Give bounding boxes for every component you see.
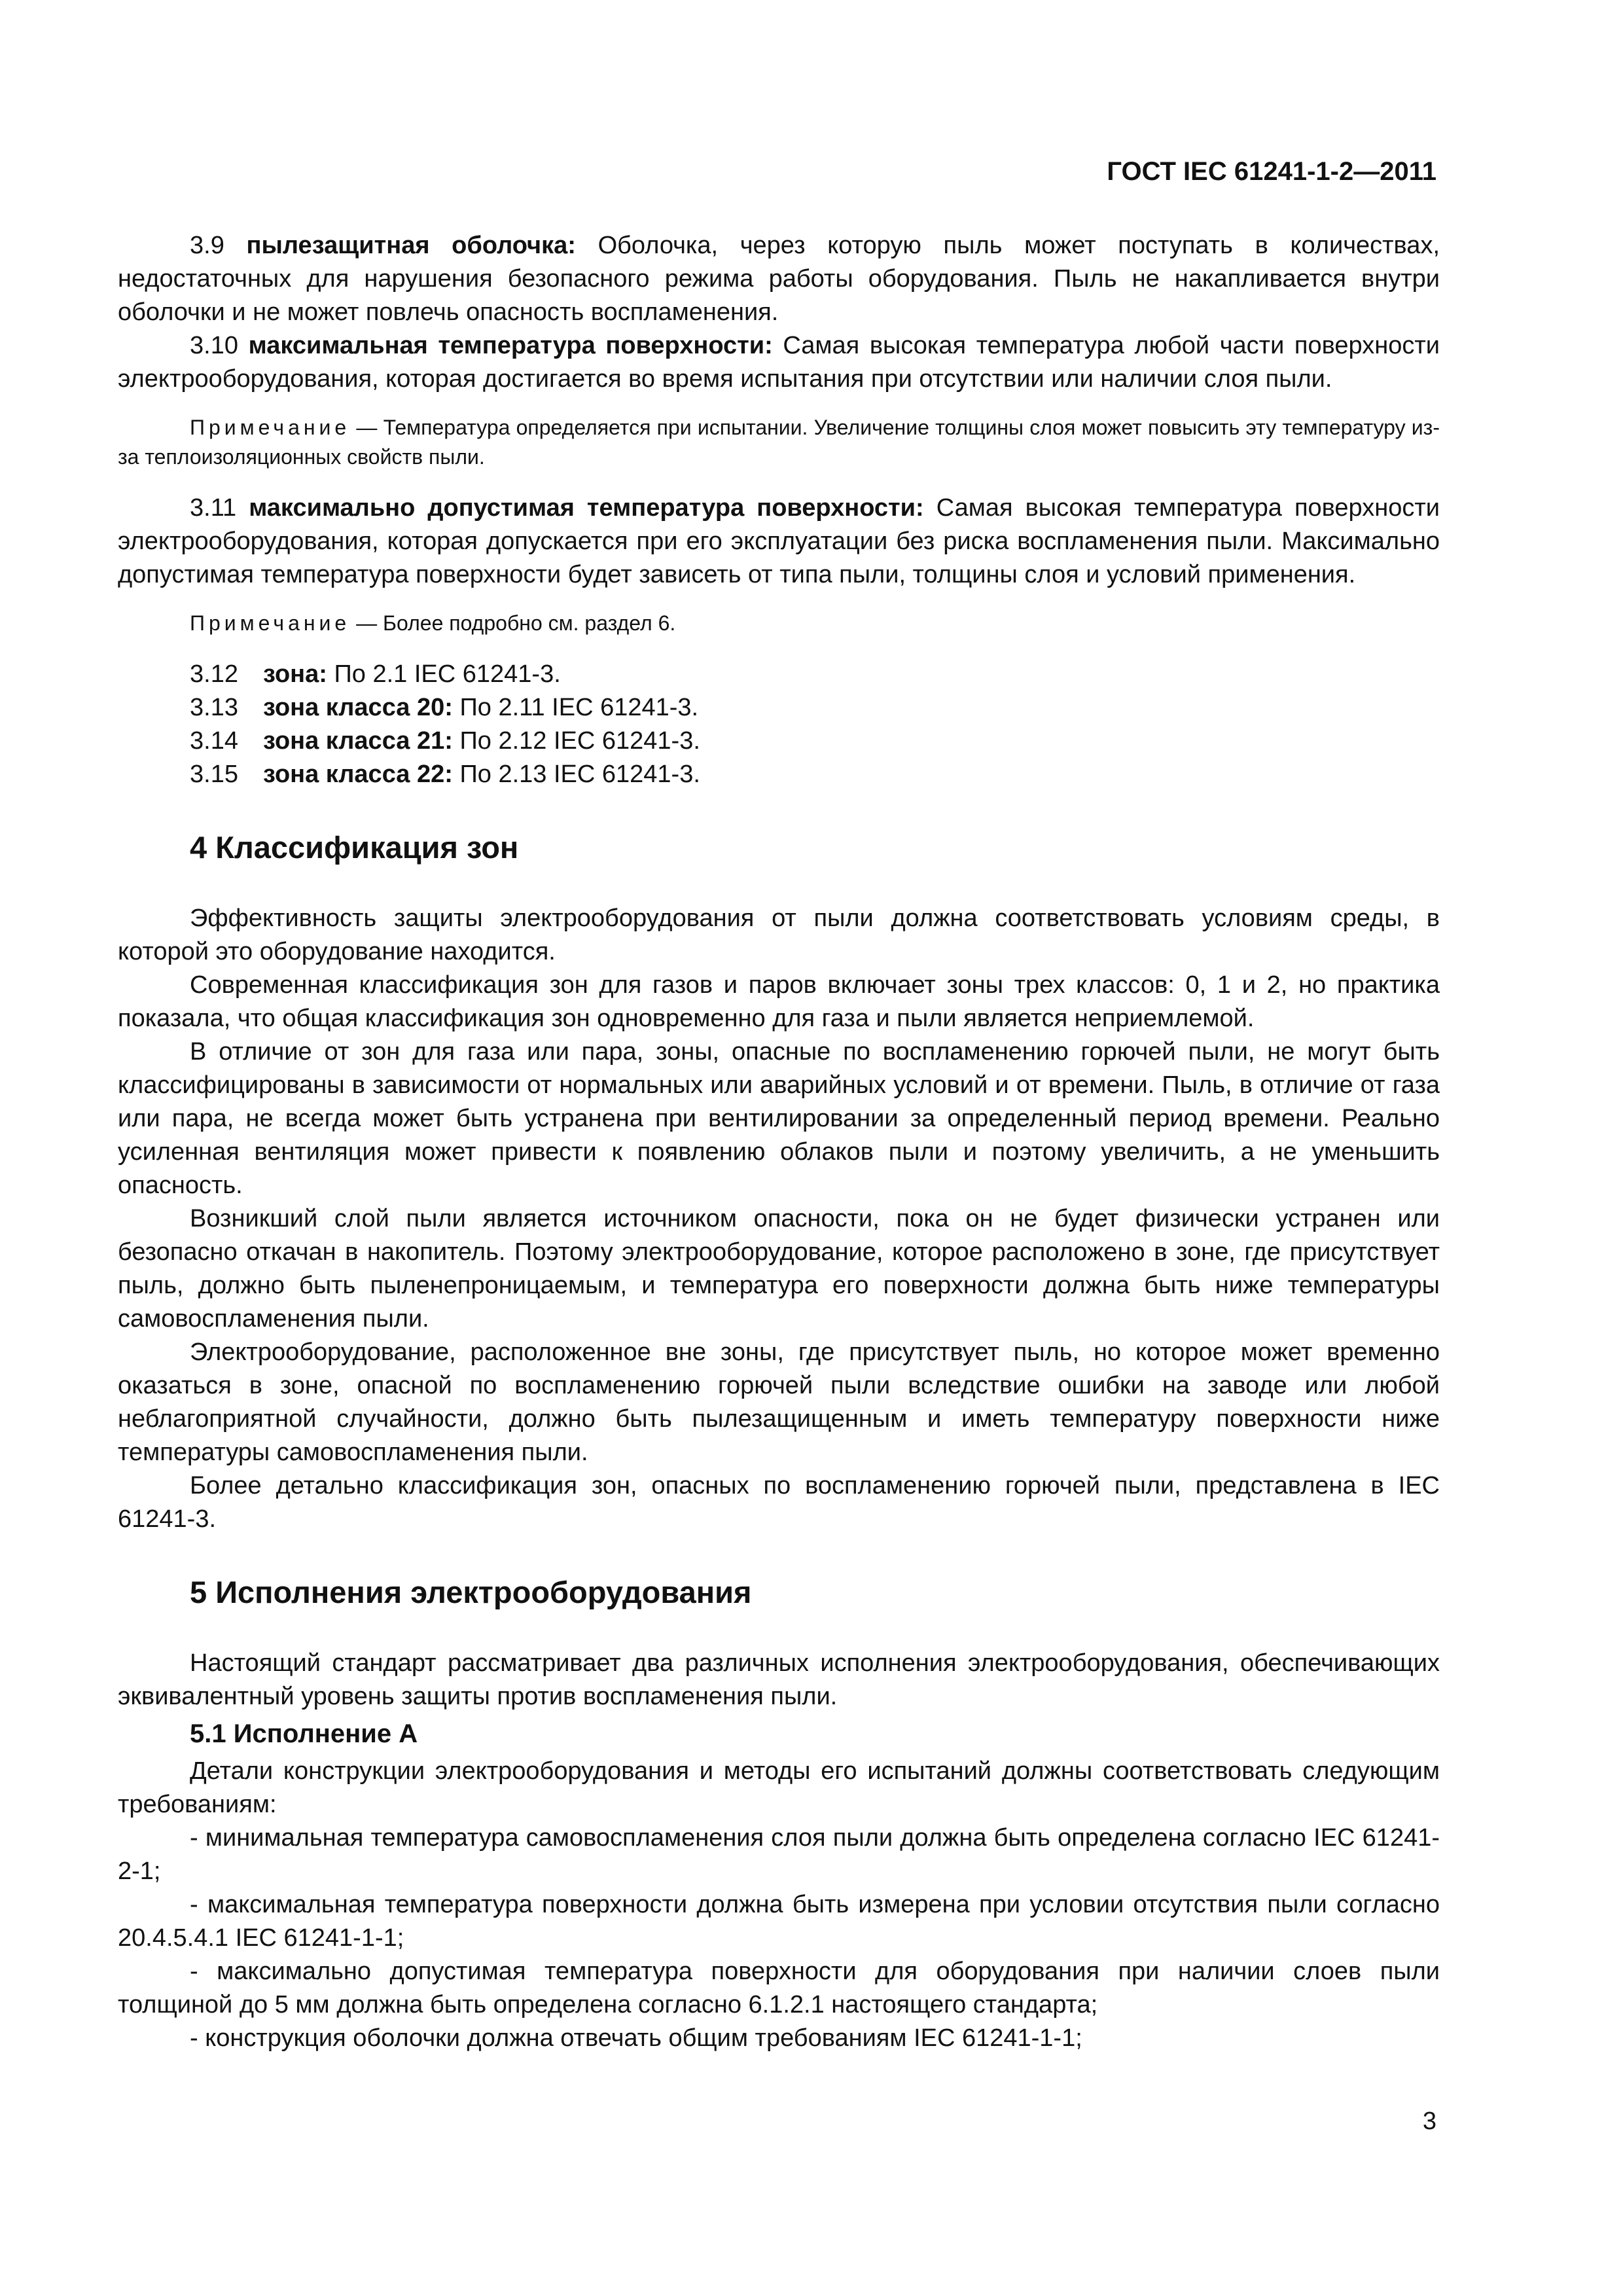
clause-text: По 2.13 IEC 61241-3.: [459, 761, 700, 788]
subsection-5-1-heading: 5.1 Исполнение А: [190, 1719, 418, 1748]
section-4-heading: 4 Классификация зон: [190, 830, 519, 865]
clause-number: 3.14: [190, 727, 238, 755]
clause-term: зона класса 21:: [263, 727, 453, 755]
clause-text: Оболочка, через которую пыль может поступать в количествах, недостаточных для нарушения безопасного режима работы оборудования. Пыль не накапливается внутри оболочки и не может повлечь опасность воспламенения.: [118, 232, 1440, 326]
clause-term: максимально допустимая температура поверхности:: [249, 494, 924, 522]
clause-number: 3.9: [190, 232, 224, 259]
clause-term: пылезащитная оболочка:: [246, 232, 576, 259]
requirement-item: - максимальная температура поверхности должна быть измерена при условии отсутствия пыли согласно 20.4.5.4.1 IEC 61241-1-1;: [118, 1891, 1440, 1952]
page-number: 3: [1422, 2108, 1436, 2135]
section-4-paragraph: Современная классификация зон для газов и паров включает зоны трех классов: 0, 1 и 2, но практика показала, что общая классификация зон одновременно для газа и пыли является неприемлемой.: [118, 971, 1440, 1032]
list-item: [190, 758, 1440, 791]
clause-number: 3.10: [190, 332, 238, 359]
list-item: [190, 658, 1440, 691]
clause-text: По 2.11 IEC 61241-3.: [459, 694, 699, 721]
section-4-paragraph: Возникший слой пыли является источником опасности, пока он не будет физически устранен или безопасно откачан в накопитель. Поэтому электрооборудование, которое расположено в зоне, где присутствует пыль, должно быть пыленепроницаемым, и температура его поверхности должна быть ниже температуры самовоспламенения пыли.: [118, 1205, 1440, 1333]
list-item: [190, 725, 1440, 758]
section-4-paragraph: Более детально классификация зон, опасных по воспламенению горючей пыли, представлена в IEC 61241-3.: [118, 1472, 1440, 1533]
note-text: — Температура определяется при испытании. Увеличение толщины слоя может повысить эту температуру из-за теплоизоляционных свойств пыли.: [118, 416, 1440, 469]
section-5-intro: Настоящий стандарт рассматривает два различных исполнения электрооборудования, обеспечивающих эквивалентный уровень защиты против воспламенения пыли.: [118, 1649, 1440, 1710]
clause-term: зона класса 20:: [263, 694, 453, 721]
note-text: — Более подробно см. раздел 6.: [356, 611, 676, 635]
note-2: [118, 609, 1440, 638]
clause-number: 3.11: [190, 494, 237, 522]
section-4-paragraph: Эффективность защиты электрооборудования от пыли должна соответствовать условиям среды, в которой это оборудование находится.: [118, 905, 1440, 965]
clause-text: Самая высокая температура поверхности электрооборудования, которая допускается при его эксплуатации без риска воспламенения пыли. Максимально допустимая температура поверхности будет зависеть от типа пыли, толщины слоя и условий применения.: [118, 494, 1440, 588]
zone-definitions-list: [118, 658, 1440, 791]
list-item: [190, 691, 1440, 725]
section-4-paragraph: Электрооборудование, расположенное вне зоны, где присутствует пыль, но которое может временно оказаться в зоне, опасной по воспламенению горючей пыли вследствие ошибки на заводе или любой неблагоприятной случайности, должно быть пылезащищенным и иметь температуру поверхности ниже температуры самовоспламенения пыли.: [118, 1338, 1440, 1466]
clause-number: 3.12: [190, 660, 238, 688]
clause-3-9: [118, 229, 1440, 329]
standard-header: ГОСТ IEC 61241-1-2—2011: [1107, 157, 1436, 186]
clause-term: максимальная температура поверхности:: [248, 332, 773, 359]
clause-text: По 2.12 IEC 61241-3.: [459, 727, 700, 755]
requirement-item: - максимально допустимая температура поверхности для оборудования при наличии слоев пыли толщиной до 5 мм должна быть определена согласно 6.1.2.1 настоящего стандарта;: [118, 1958, 1440, 2018]
clause-3-11: [118, 492, 1440, 592]
clause-number: 3.13: [190, 694, 238, 721]
clause-term: зона:: [263, 660, 327, 688]
note-1: [118, 413, 1440, 472]
note-label: Примечание: [190, 611, 351, 635]
page-content: [118, 229, 1440, 2055]
clause-term: зона класса 22:: [263, 761, 453, 788]
clause-text: Самая высокая температура любой части поверхности электрооборудования, которая достигается во время испытания при отсутствии или наличии слоя пыли.: [118, 332, 1440, 393]
requirement-item: - минимальная температура самовоспламенения слоя пыли должна быть определена согласно IEC 61241-2-1;: [118, 1824, 1440, 1885]
note-label: Примечание: [190, 416, 351, 439]
clause-3-10: [118, 329, 1440, 396]
section-4-paragraph: В отличие от зон для газа или пара, зоны, опасные по воспламенению горючей пыли, не могут быть классифицированы в зависимости от нормальных или аварийных условий и от времени. Пыль, в отличие от газа или пара, не всегда может быть устранена при вентилировании за определенный период времени. Реально усиленная вентиляция может привести к появлению облаков пыли и поэтому увеличить, а не уменьшить опасность.: [118, 1038, 1440, 1199]
clause-text: По 2.1 IEC 61241-3.: [334, 660, 561, 688]
requirement-item: - конструкция оболочки должна отвечать общим требованиям IEC 61241-1-1;: [190, 2024, 1082, 2052]
subsection-5-1-intro: Детали конструкции электрооборудования и методы его испытаний должны соответствовать следующим требованиям:: [118, 1757, 1440, 1818]
section-5-heading: 5 Исполнения электрооборудования: [190, 1575, 752, 1609]
clause-number: 3.15: [190, 761, 238, 788]
